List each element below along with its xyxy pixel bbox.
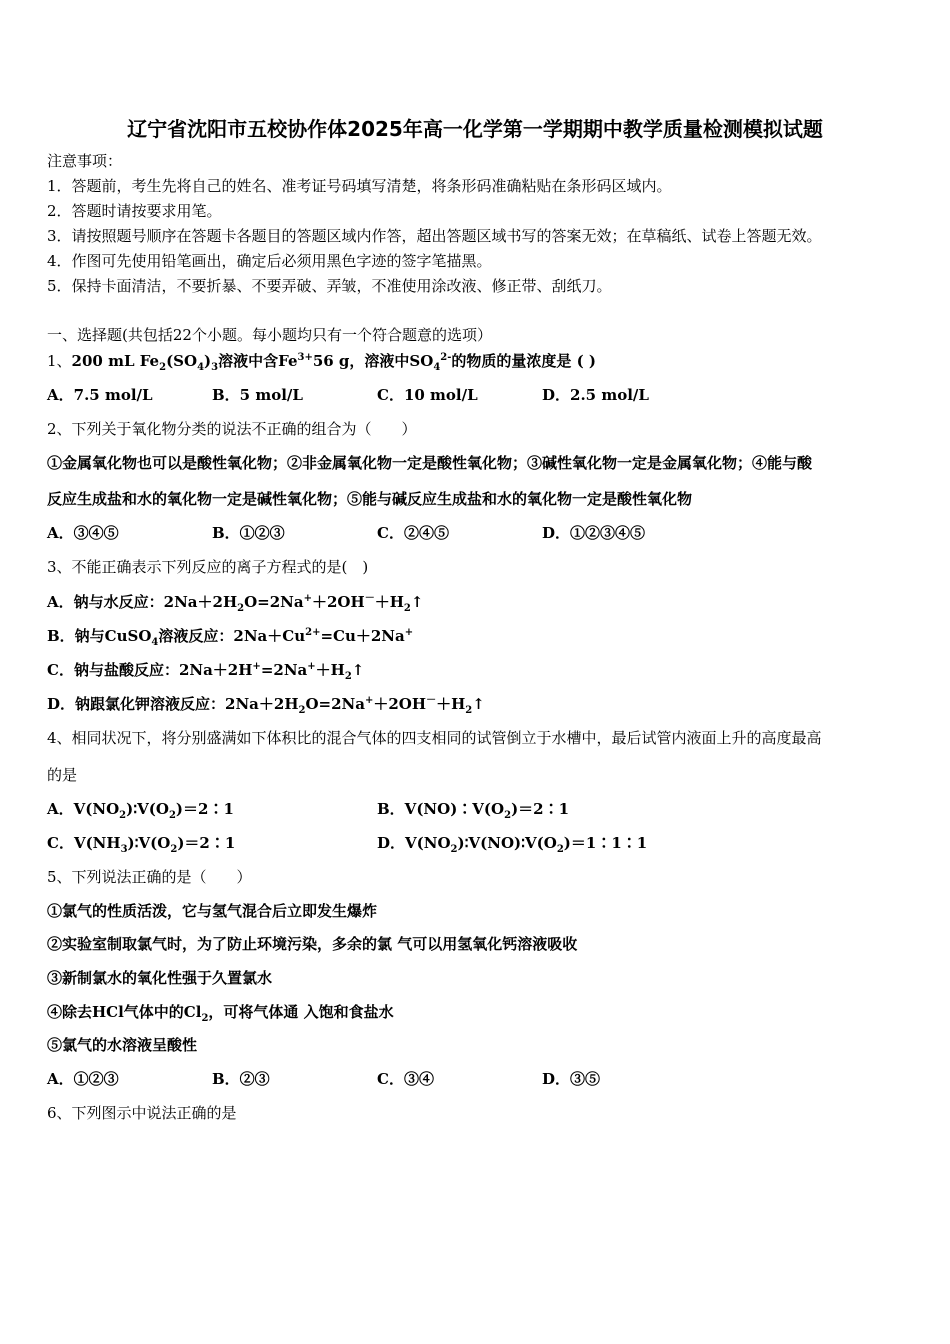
notice-heading: 注意事项： — [47, 152, 123, 170]
q5-option-d: D．③⑤ — [542, 1070, 601, 1088]
notice-item-1: 1．答题前，考生先将自己的姓名、准考证号码填写清楚，将条形码准确粘贴在条形码区域内。 — [47, 177, 672, 195]
q5-option-a: A．①②③ — [47, 1070, 119, 1088]
section-heading: 一、选择题(共包括22个小题。每小题均只有一个符合题意的选项） — [47, 326, 492, 344]
q4-option-b: B．$V(NO)∶V(O_2)=2∶1$ — [377, 800, 570, 821]
q1-option-c: C．10 mol/L — [377, 386, 478, 404]
q5-option-b: B．②③ — [212, 1070, 270, 1088]
question-5-stem: 5、下列说法正确的是（ ） — [47, 868, 252, 886]
q4-option-d: D．$V(NO_2)∶V(NO)∶V(O_2)=1∶1∶1$ — [377, 834, 648, 855]
q1-option-a: A．7.5 mol/L — [47, 386, 153, 404]
question-3-stem: 3、不能正确表示下列反应的离子方程式的是( ) — [47, 558, 369, 576]
q1-option-d: D．2.5 mol/L — [542, 386, 649, 404]
q5-option-c: C．③④ — [377, 1070, 434, 1088]
q4-option-a: A．$V(NO_2)∶V(O_2)=2∶1$ — [47, 800, 234, 821]
q2-option-b: B．①②③ — [212, 524, 285, 542]
q5-statement-4: ④除去HCl气体中的$Cl_2$，可将气体通 入饱和食盐水 — [47, 1003, 394, 1024]
q2-option-d: D．①②③④⑤ — [542, 524, 646, 542]
q3-option-c: C．钠与盐酸反应：$2Na+2H^+=2Na^++H_2↑$ — [47, 661, 365, 682]
question-1-stem: 1、200 mL $Fe_2(SO_4)_3$溶液中含$Fe^{3+}56$ g，溶液中$SO_4^{2-}$的物质的量浓度是 ( ) — [47, 352, 597, 373]
q2-option-c: C．②④⑤ — [377, 524, 449, 542]
q2-statements-line-2: 反应生成盐和水的氧化物一定是碱性氧化物；⑤能与碱反应生成盐和水的氧化物一定是酸性氧化物 — [47, 490, 693, 508]
q2-option-a: A．③④⑤ — [47, 524, 119, 542]
page-title: 辽宁省沈阳市五校协作体2025年高一化学第一学期期中教学质量检测模拟试题 — [127, 117, 823, 141]
question-4-stem-line-1: 4、相同状况下，将分别盛满如下体积比的混合气体的四支相同的试管倒立于水槽中，最后试管内液面上升的高度最高 — [47, 729, 822, 747]
q5-statement-5: ⑤氯气的水溶液呈酸性 — [47, 1036, 198, 1054]
q5-statement-1: ①氯气的性质活泼，它与氢气混合后立即发生爆炸 — [47, 902, 378, 920]
question-4-stem-line-2: 的是 — [47, 766, 78, 784]
q3-option-b: B．钠与CuSO$_4$溶液反应：$2Na+Cu^{2+}=Cu+2Na^+$ — [47, 627, 414, 648]
question-number: 1、 — [47, 352, 72, 370]
question-2-stem: 2、下列关于氧化物分类的说法不正确的组合为（ ） — [47, 420, 417, 438]
notice-item-2: 2．答题时请按要求用笔。 — [47, 202, 222, 220]
q5-statement-3: ③新制氯水的氧化性强于久置氯水 — [47, 969, 273, 987]
notice-item-3: 3．请按照题号顺序在答题卡各题目的答题区域内作答，超出答题区域书写的答案无效；在草稿纸、试卷上答题无效。 — [47, 227, 822, 245]
q4-option-c: C．$V(NH_3)∶V(O_2)=2∶1$ — [47, 834, 236, 855]
q3-option-a: A．钠与水反应：$2Na+2H_2O=2Na^++2OH^-+H_2↑$ — [47, 593, 424, 614]
question-6-stem: 6、下列图示中说法正确的是 — [47, 1104, 237, 1122]
notice-item-5: 5．保持卡面清洁，不要折暴、不要弄破、弄皱，不准使用涂改液、修正带、刮纸刀。 — [47, 277, 612, 295]
q5-statement-2: ②实验室制取氯气时，为了防止环境污染，多余的氯 气可以用氢氧化钙溶液吸收 — [47, 935, 578, 953]
notice-item-4: 4．作图可先使用铅笔画出，确定后必须用黑色字迹的签字笔描黑。 — [47, 252, 492, 270]
q2-statements-line-1: ①金属氧化物也可以是酸性氧化物；②非金属氧化物一定是酸性氧化物；③碱性氧化物一定是金属氧化物；④能与酸 — [47, 454, 813, 472]
q3-option-d: D．钠跟氯化钾溶液反应：$2Na+2H_2O=2Na^++2OH^-+H_2↑$ — [47, 695, 485, 716]
q1-option-b: B．5 mol/L — [212, 386, 303, 404]
